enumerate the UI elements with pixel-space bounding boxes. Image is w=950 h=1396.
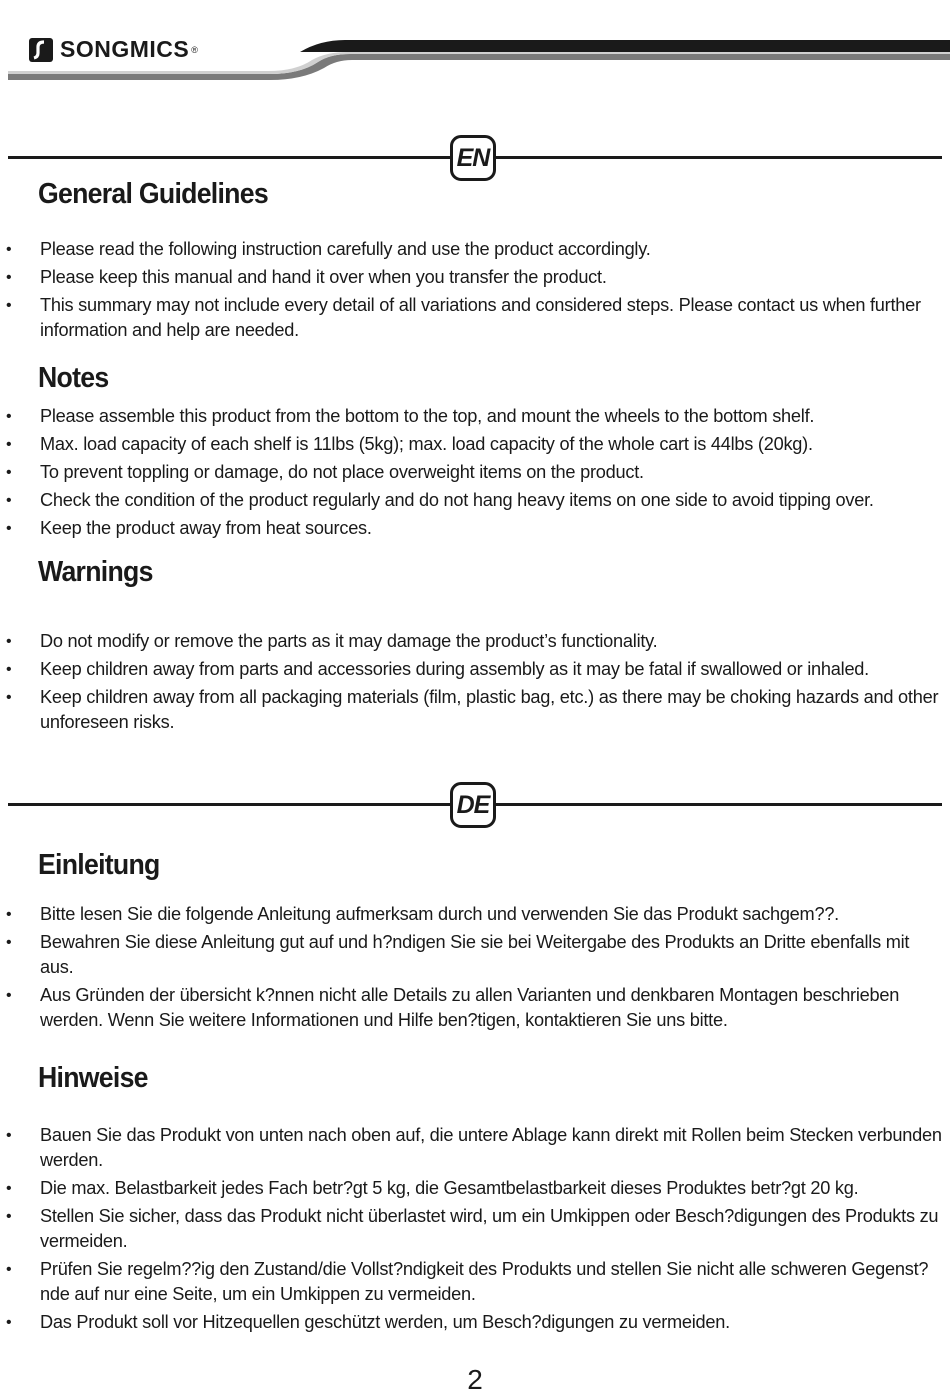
heading-general-guidelines: General Guidelines	[38, 178, 268, 210]
list-item: • Die max. Belastbarkeit jedes Fach betr?gt 5 kg, die Gesamtbelastbarkeit dieses Produktes betr?gt 20 kg.	[0, 1176, 950, 1201]
language-badge-de: DE	[450, 782, 496, 828]
list-general-guidelines	[0, 237, 950, 343]
list-item: • Check the condition of the product regularly and do not hang heavy items on one side to avoid tipping over.	[0, 488, 950, 513]
list-item: • Keep children away from all packaging materials (film, plastic bag, etc.) as there may be choking hazards and other unforeseen risks.	[0, 685, 950, 735]
list-hinweise	[0, 1123, 950, 1335]
list-item: • Stellen Sie sicher, dass das Produkt nicht überlastet wird, um ein Umkippen oder Besch?digungen des Produkts zu vermeiden.	[0, 1204, 950, 1254]
list-item: • This summary may not include every detail of all variations and considered steps. Please contact us when further information and help are needed.	[0, 293, 950, 343]
list-item: • Aus Gründen der übersicht k?nnen nicht alle Details zu allen Varianten und denkbaren Montagen beschrieben werden. Wenn Sie weitere Informationen und Hilfe ben?tigen, kontaktieren Sie uns bitte.	[0, 983, 950, 1033]
list-item: • Bauen Sie das Produkt von unten nach oben auf, die untere Ablage kann direkt mit Rollen beim Stecken verbunden werden.	[0, 1123, 950, 1173]
list-item: • Das Produkt soll vor Hitzequellen geschützt werden, um Besch?digungen zu vermeiden.	[0, 1310, 950, 1335]
brand-logo	[28, 36, 198, 63]
list-item: • Please read the following instruction carefully and use the product accordingly.	[0, 237, 950, 262]
list-notes	[0, 404, 950, 541]
list-item: • Keep the product away from heat sources.	[0, 516, 950, 541]
language-badge-en: EN	[450, 135, 496, 181]
list-einleitung	[0, 902, 950, 1033]
list-item: • Max. load capacity of each shelf is 11lbs (5kg); max. load capacity of the whole cart is 44lbs (20kg).	[0, 432, 950, 457]
registered-mark: ®	[191, 44, 198, 55]
heading-einleitung: Einleitung	[38, 849, 160, 881]
list-item: • Do not modify or remove the parts as it may damage the product’s functionality.	[0, 629, 950, 654]
page-number: 2	[467, 1364, 483, 1395]
list-item: • To prevent toppling or damage, do not place overweight items on the product.	[0, 460, 950, 485]
list-item: • Please assemble this product from the bottom to the top, and mount the wheels to the bottom shelf.	[0, 404, 950, 429]
heading-warnings: Warnings	[38, 556, 153, 588]
list-item: • Bewahren Sie diese Anleitung gut auf und h?ndigen Sie sie bei Weitergabe des Produkts an Dritte ebenfalls mit aus.	[0, 930, 950, 980]
list-item: • Keep children away from parts and accessories during assembly as it may be fatal if swallowed or inhaled.	[0, 657, 950, 682]
heading-notes: Notes	[38, 362, 109, 394]
heading-hinweise: Hinweise	[38, 1062, 148, 1094]
page-header	[0, 0, 950, 90]
list-item: • Prüfen Sie regelm??ig den Zustand/die Vollst?ndigkeit des Produkts und stellen Sie nicht alle schweren Gegenst?nde auf nur eine Seite, um ein Umkippen zu vermeiden.	[0, 1257, 950, 1307]
list-warnings	[0, 629, 950, 735]
list-item: • Please keep this manual and hand it over when you transfer the product.	[0, 265, 950, 290]
brand-name: SONGMICS	[60, 36, 190, 62]
list-item: • Bitte lesen Sie die folgende Anleitung aufmerksam durch und verwenden Sie das Produkt sachgem??.	[0, 902, 950, 927]
songmics-logo-icon	[28, 37, 54, 63]
